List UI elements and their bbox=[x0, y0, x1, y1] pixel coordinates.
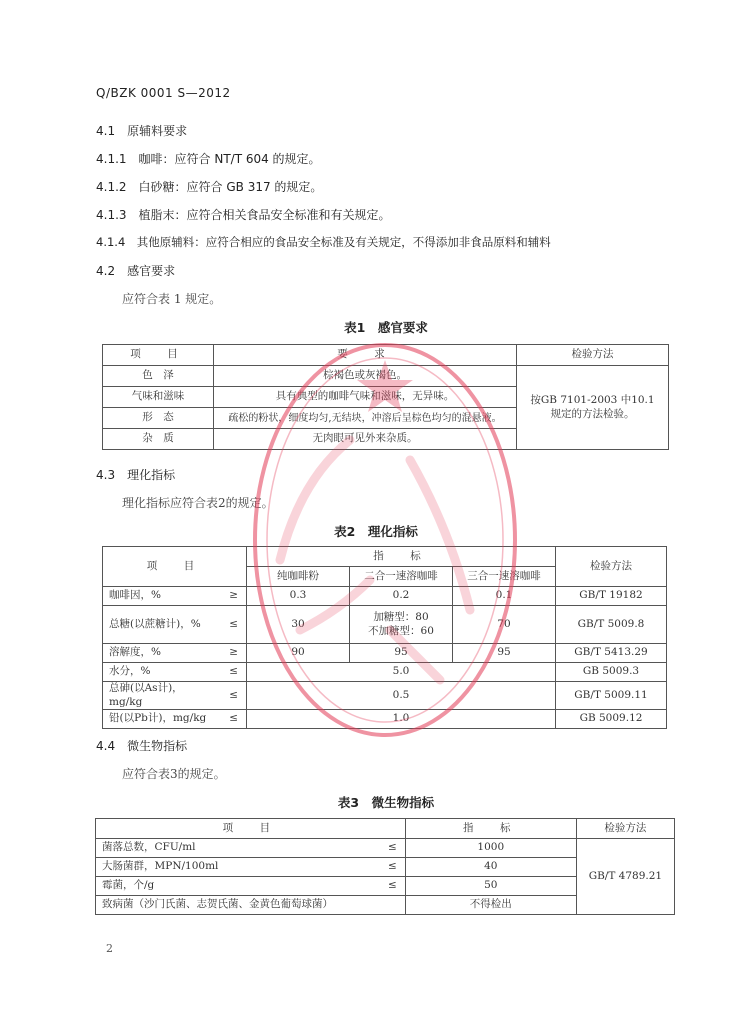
table2-row-symbol: ≤ bbox=[217, 682, 247, 710]
table2-row-item: 水分，% bbox=[103, 663, 218, 682]
table2-method: GB/T 5009.8 bbox=[556, 606, 667, 644]
table2-header-index: 指 标 bbox=[247, 547, 556, 567]
section-4-3-text: 理化指标应符合表2的规定。 bbox=[122, 496, 274, 510]
section-4-2-heading: 4.2 感官要求 bbox=[96, 264, 176, 278]
table2-method: GB/T 19182 bbox=[556, 587, 667, 606]
table1-header-item: 项 目 bbox=[103, 345, 214, 366]
table1-row-requirement: 棕褐色或灰褐色。 bbox=[214, 366, 517, 387]
table2-row-symbol: ≥ bbox=[217, 587, 247, 606]
table2-row-symbol: ≤ bbox=[217, 606, 247, 644]
table1-row-item: 色 泽 bbox=[103, 366, 214, 387]
table1-row-requirement: 具有典型的咖啡气味和滋味，无异味。 bbox=[214, 387, 517, 408]
table2-value: 95 bbox=[453, 644, 556, 663]
section-4-1-heading: 4.1 原辅料要求 bbox=[96, 124, 188, 138]
table1-row-requirement: 无肉眼可见外来杂质。 bbox=[214, 429, 517, 450]
table3-header-item: 项 目 bbox=[96, 819, 406, 839]
table3-value: 50 bbox=[405, 877, 576, 896]
section-4-3-heading: 4.3 理化指标 bbox=[96, 468, 176, 482]
standard-number: Q/BZK 0001 S—2012 bbox=[96, 86, 231, 100]
table3-value: 1000 bbox=[405, 839, 576, 858]
table2-value-sugar bbox=[350, 606, 453, 644]
table2-value-unsugared: 不加糖型：60 bbox=[368, 624, 434, 637]
table2-caption: 表2 理化指标 bbox=[334, 524, 418, 539]
table2-row-item: 咖啡因，% bbox=[103, 587, 218, 606]
table3-row-symbol: ≤ bbox=[376, 877, 406, 896]
table1-row-item: 形 态 bbox=[103, 408, 214, 429]
table3-row-item: 大肠菌群，MPN/100ml bbox=[96, 858, 376, 877]
table1-caption: 表1 感官要求 bbox=[344, 320, 428, 335]
table1-sensory bbox=[102, 344, 669, 450]
table2-method: GB/T 5009.11 bbox=[556, 682, 667, 710]
section-4-1-3: 4.1.3 植脂末：应符合相关食品安全标准和有关规定。 bbox=[96, 208, 391, 222]
section-4-1-1: 4.1.1 咖啡：应符合 NT/T 604 的规定。 bbox=[96, 152, 321, 166]
table2-value: 90 bbox=[247, 644, 350, 663]
table2-header-method: 检验方法 bbox=[556, 547, 667, 587]
table2-row-symbol: ≤ bbox=[217, 663, 247, 682]
table2-method: GB 5009.3 bbox=[556, 663, 667, 682]
section-4-1-2: 4.1.2 白砂糖：应符合 GB 317 的规定。 bbox=[96, 180, 323, 194]
table2-subheader-pure: 纯咖啡粉 bbox=[247, 567, 350, 587]
table2-value-merged: 1.0 bbox=[247, 710, 556, 729]
table2-row-symbol: ≥ bbox=[217, 644, 247, 663]
table3-header-method: 检验方法 bbox=[576, 819, 674, 839]
table3-value: 不得检出 bbox=[405, 896, 576, 915]
section-4-4-heading: 4.4 微生物指标 bbox=[96, 739, 188, 753]
table2-row-item: 溶解度，% bbox=[103, 644, 218, 663]
table2-row-item: 总砷(以As计)，mg/kg bbox=[103, 682, 218, 710]
table1-header-requirement: 要 求 bbox=[214, 345, 517, 366]
table3-caption: 表3 微生物指标 bbox=[337, 795, 435, 810]
table2-subheader-2in1: 二合一速溶咖啡 bbox=[350, 567, 453, 587]
table1-row-requirement: 疏松的粉状，细度均匀,无结块，冲溶后呈棕色均匀的混悬液。 bbox=[214, 408, 517, 429]
table1-row-item: 杂 质 bbox=[103, 429, 214, 450]
table2-value: 0.3 bbox=[247, 587, 350, 606]
table2-subheader-3in1: 三合一速溶咖啡 bbox=[453, 567, 556, 587]
table2-value-merged: 5.0 bbox=[247, 663, 556, 682]
table3-row-symbol: ≤ bbox=[376, 839, 406, 858]
table1-header-method: 检验方法 bbox=[517, 345, 669, 366]
table3-row-item: 菌落总数，CFU/ml bbox=[96, 839, 376, 858]
table2-value: 0.1 bbox=[453, 587, 556, 606]
page-number: 2 bbox=[106, 942, 113, 955]
table3-header-index: 指 标 bbox=[405, 819, 576, 839]
table3-row-item: 霉菌，个/g bbox=[96, 877, 376, 896]
table2-physicochemical bbox=[102, 546, 667, 729]
table3-row-symbol: ≤ bbox=[376, 858, 406, 877]
table1-row-item: 气味和滋味 bbox=[103, 387, 214, 408]
table3-method: GB/T 4789.21 bbox=[576, 839, 674, 915]
section-4-4-text: 应符合表3的规定。 bbox=[122, 767, 226, 781]
table2-value: 0.2 bbox=[350, 587, 453, 606]
table2-value-merged: 0.5 bbox=[247, 682, 556, 710]
table2-row-item: 总糖(以蔗糖计)，% bbox=[103, 606, 218, 644]
table2-value: 70 bbox=[453, 606, 556, 644]
table2-row-item: 铅(以Pb计)，mg/kg bbox=[103, 710, 218, 729]
table2-method: GB 5009.12 bbox=[556, 710, 667, 729]
table2-method: GB/T 5413.29 bbox=[556, 644, 667, 663]
table2-row-symbol: ≤ bbox=[217, 710, 247, 729]
table2-header-item: 项 目 bbox=[103, 547, 247, 587]
table3-value: 40 bbox=[405, 858, 576, 877]
table1-method: 按GB 7101-2003 中10.1 规定的方法检验。 bbox=[517, 366, 669, 450]
section-4-2-text: 应符合表 1 规定。 bbox=[122, 292, 222, 306]
table2-value: 95 bbox=[350, 644, 453, 663]
section-4-1-4: 4.1.4 其他原辅料：应符合相应的食品安全标准及有关规定，不得添加非食品原料和辅料 bbox=[96, 235, 551, 249]
table3-microbial bbox=[95, 818, 675, 915]
table2-value: 30 bbox=[247, 606, 350, 644]
table2-value-sugared: 加糖型：80 bbox=[373, 610, 429, 623]
table3-row-item: 致病菌（沙门氏菌、志贺氏菌、金黄色葡萄球菌） bbox=[96, 896, 406, 915]
